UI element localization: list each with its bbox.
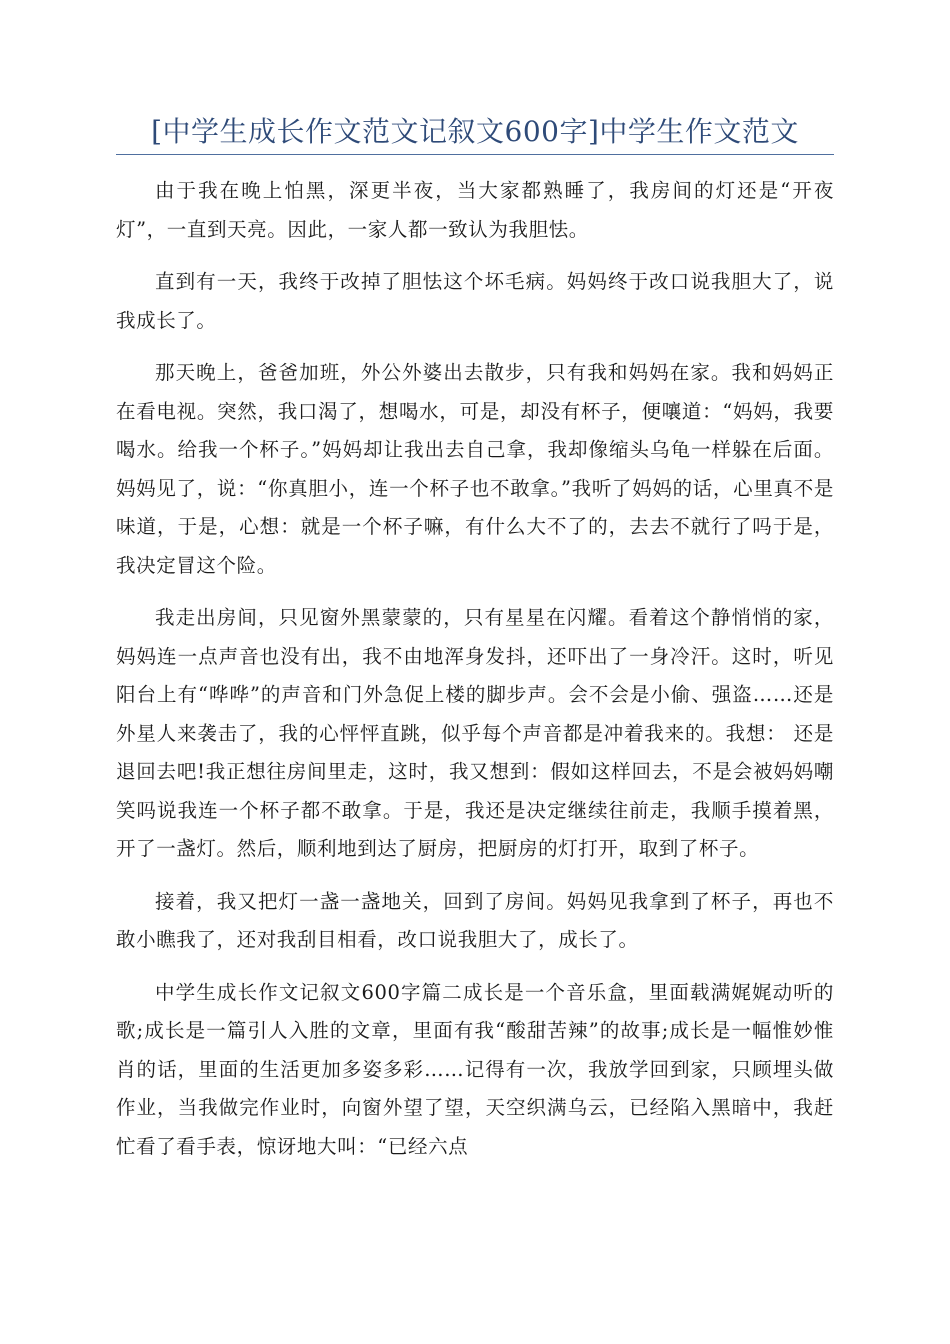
document-title: [中学生成长作文范文记叙文600字]中学生作文范文	[151, 115, 799, 148]
document-body	[116, 172, 834, 1180]
paragraph-6: 中学生成长作文记叙文600字篇二成长是一个音乐盒，里面载满娓娓动听的歌;成长是一篇引人入胜的文章，里面有我“酸甜苦辣”的故事;成长是一幅惟妙惟肖的话，里面的生活更加多姿多彩……记得有一次，我放学回到家，只顾埋头做作业，当我做完作业时，向窗外望了望，天空织满乌云，已经陷入黑暗中，我赶忙看了看手表，惊讶地大叫：“已经六点	[116, 980, 834, 1158]
paragraph-4: 我走出房间，只见窗外黑蒙蒙的，只有星星在闪耀。看着这个静悄悄的家，妈妈连一点声音也没有出，我不由地浑身发抖，还吓出了一身冷汗。这时，听见阳台上有“哗哗”的声音和门外急促上楼的脚步声。会不会是小偷、强盗……还是外星人来袭击了，我的心怦怦直跳，似乎每个声音都是冲着我来的。我想： 还是退回去吧!我正想往房间里走，这时，我又想到：假如这样回去，不是会被妈妈嘲笑吗说我连一个杯子都不敢拿。于是，我还是决定继续往前走，我顺手摸着黑，开了一盏灯。然后，顺利地到达了厨房，把厨房的灯打开，取到了杯子。	[116, 606, 834, 860]
paragraph-1: 由于我在晚上怕黑，深更半夜，当大家都熟睡了，我房间的灯还是“开夜灯”，一直到天亮。因此，一家人都一致认为我胆怯。	[116, 179, 834, 241]
paragraph-5: 接着，我又把灯一盏一盏地关，回到了房间。妈妈见我拿到了杯子，再也不敢小瞧我了，还对我刮目相看，改口说我胆大了，成长了。	[116, 889, 834, 951]
paragraph-2: 直到有一天，我终于改掉了胆怯这个坏毛病。妈妈终于改口说我胆大了，说我成长了。	[116, 270, 834, 332]
paragraph-3: 那天晚上，爸爸加班，外公外婆出去散步，只有我和妈妈在家。我和妈妈正在看电视。突然，我口渴了，想喝水，可是，却没有杯子，便嚷道：“妈妈，我要喝水。给我一个杯子。”妈妈却让我出去自己拿，我却像缩头乌龟一样躲在后面。妈妈见了，说：“你真胆小，连一个杯子也不敢拿。”我听了妈妈的话，心里真不是味道，于是，心想：就是一个杯子嘛，有什么大不了的，去去不就行了吗于是，我决定冒这个险。	[116, 361, 834, 577]
title-underline	[116, 154, 834, 155]
